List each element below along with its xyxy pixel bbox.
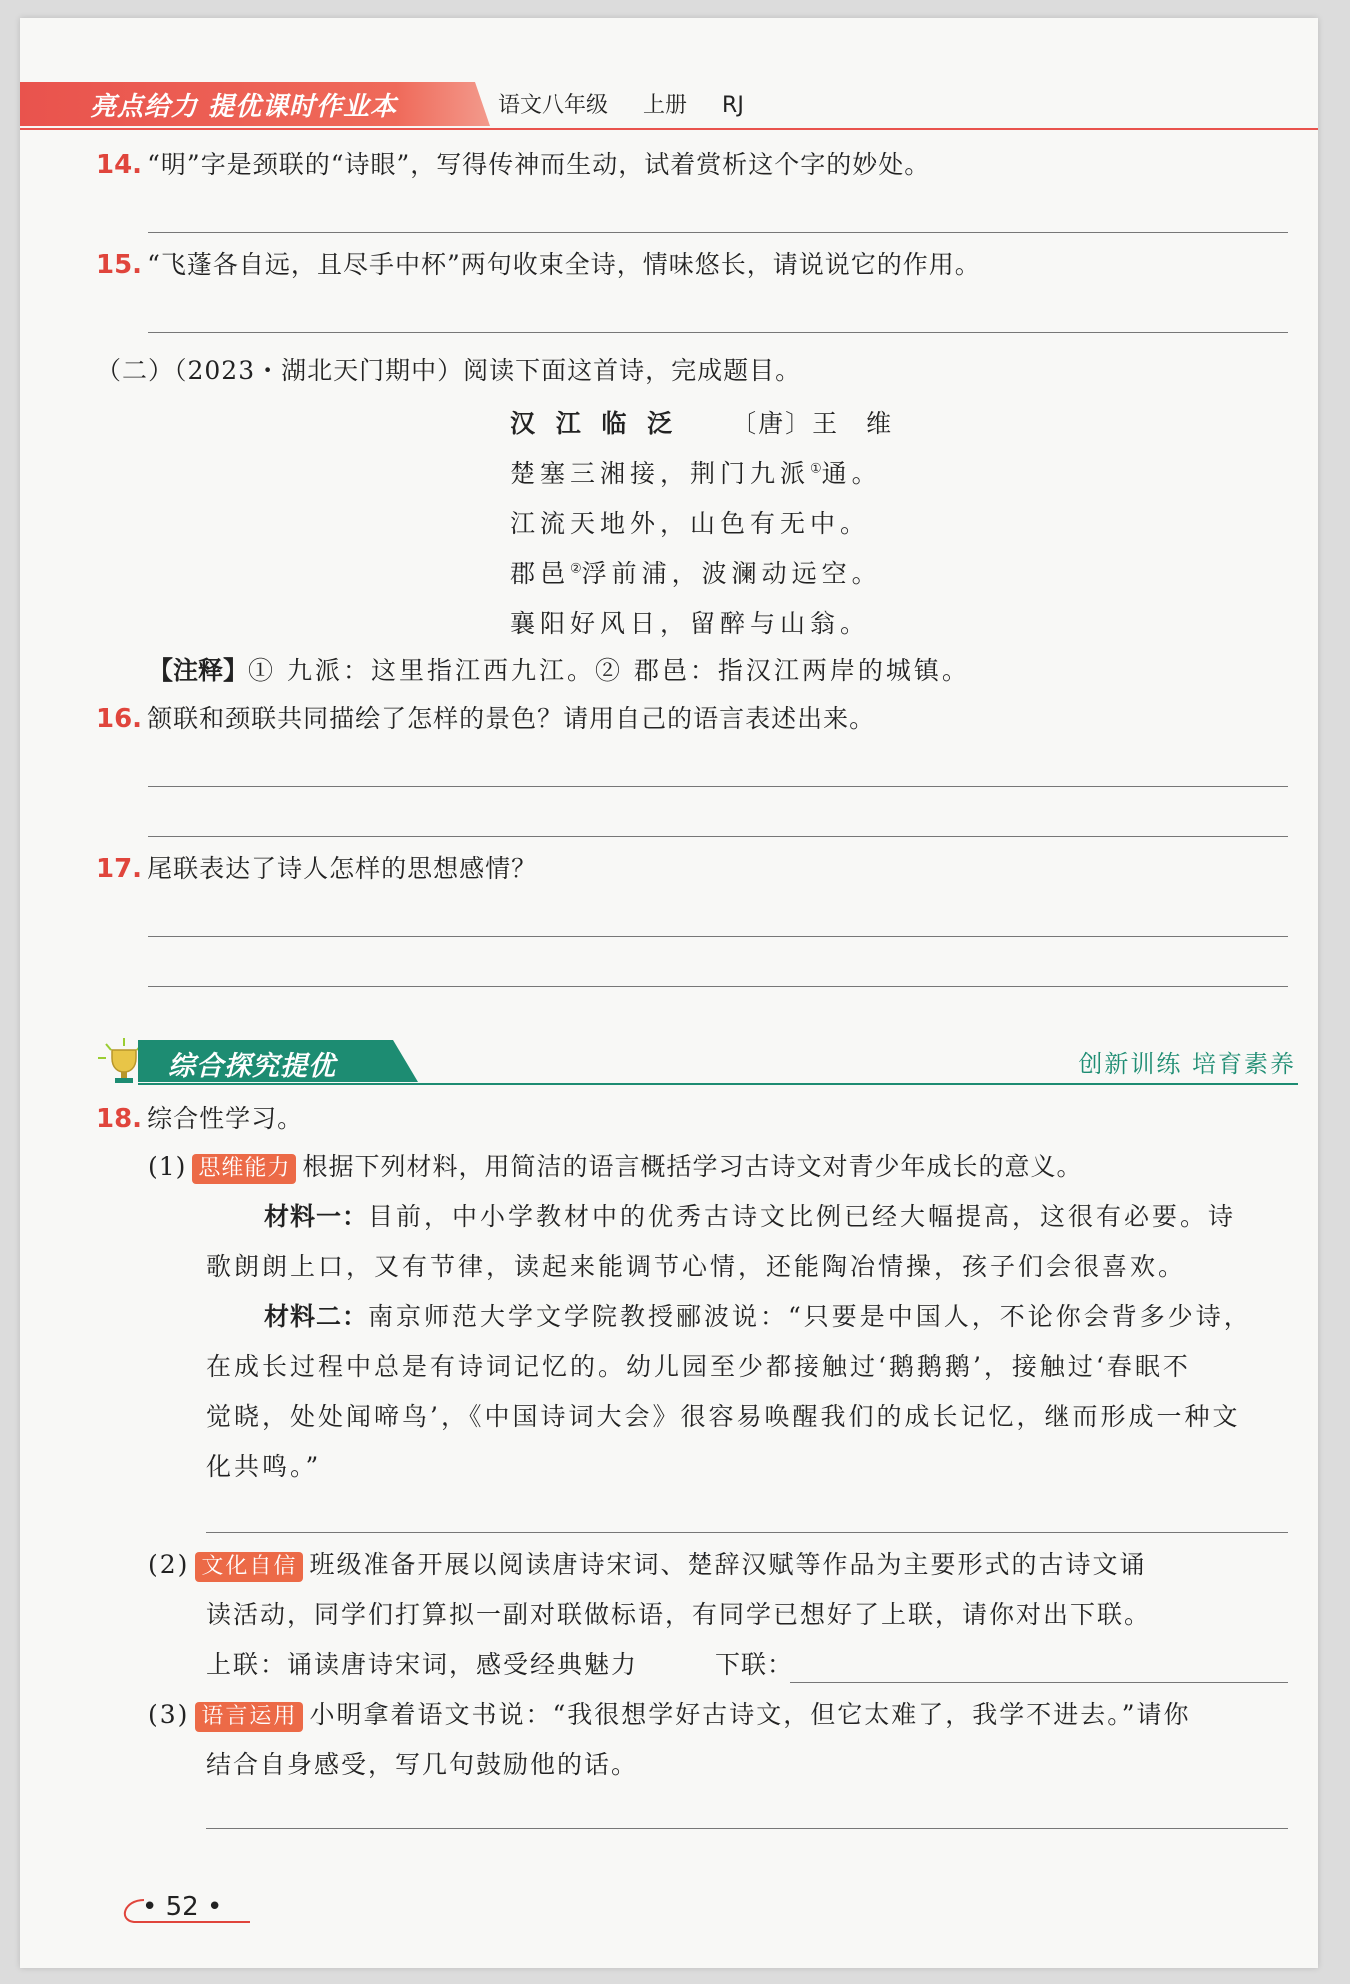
- question-number: 14.: [96, 150, 143, 180]
- q18-part-2-line-2: 读活动，同学们打算拟一副对联做标语，有同学已想好了上联，请你对出下联。: [206, 1600, 1152, 1629]
- material-2-line-3: 觉晓，处处闻啼鸟’，《中国诗词大会》很容易唤醒我们的成长记忆，继而形成一种文: [206, 1402, 1241, 1431]
- question-text: “明”字是颈联的“诗眼”，写得传神而生动，试着赏析这个字的妙处。: [147, 150, 931, 179]
- poem-notes: [148, 654, 970, 688]
- part-label: (3): [148, 1700, 190, 1729]
- part-label: (2): [148, 1550, 190, 1579]
- poem-line-2: 江流天地外，山色有无中。: [510, 509, 871, 538]
- workbook-page: [20, 18, 1318, 1968]
- skill-tag: 文化自信: [195, 1552, 303, 1582]
- section-rule: [138, 1083, 1298, 1085]
- question-16: [96, 702, 875, 736]
- footnote-marker: ①: [810, 461, 822, 477]
- question-number: 15.: [96, 250, 143, 280]
- page-number: • 52 •: [142, 1892, 223, 1922]
- answer-line[interactable]: [206, 1532, 1288, 1533]
- couplet-upper: 上联：诵读唐诗宋词，感受经典魅力: [206, 1650, 639, 1679]
- question-15: [96, 248, 981, 282]
- poem-line-1: 楚塞三湘接，荆门九派①通。: [510, 459, 882, 488]
- question-number: 16.: [96, 704, 143, 734]
- question-14: [96, 148, 930, 182]
- answer-line[interactable]: [148, 836, 1288, 837]
- part-text: 根据下列材料，用简洁的语言概括学习古诗文对青少年成长的意义。: [302, 1152, 1083, 1181]
- material-2-line-4: 化共鸣。”: [206, 1452, 322, 1481]
- poem-heading: [510, 404, 893, 440]
- question-number: 17.: [96, 854, 143, 884]
- header-info: [498, 88, 772, 119]
- answer-line[interactable]: [148, 232, 1288, 233]
- question-text: 颔联和颈联共同描绘了怎样的景色？请用自己的语言表述出来。: [147, 704, 876, 733]
- question-number: 18.: [96, 1104, 143, 1134]
- poem-title: 汉 江 临 泛: [510, 409, 679, 438]
- note-label: 【注释】: [148, 656, 249, 685]
- part-label: (1): [148, 1152, 187, 1181]
- couplet-lower-label: 下联：: [715, 1650, 794, 1679]
- answer-line[interactable]: [148, 332, 1288, 333]
- series-title: 亮点给力 提优课时作业本: [90, 92, 398, 122]
- material-label: 材料二：: [264, 1302, 369, 1331]
- question-text: 尾联表达了诗人怎样的思想感情？: [147, 854, 538, 883]
- q18-part-3-line-1: (3) 语言运用 小明拿着语文书说：“我很想学好古诗文，但它太难了，我学不进去。”请你: [148, 1698, 1191, 1732]
- question-17: [96, 852, 537, 886]
- skill-tag: 思维能力: [192, 1154, 296, 1184]
- answer-line[interactable]: [148, 986, 1288, 987]
- answer-line[interactable]: [206, 1828, 1288, 1829]
- couplet-lower-answer-line[interactable]: [790, 1682, 1288, 1683]
- material-2-line-2: 在成长过程中总是有诗词记忆的。幼儿园至少都接触过‘鹅鹅鹅’，接触过‘春眠不: [206, 1352, 1191, 1381]
- q18-part-3-line-2: 结合自身感受，写几句鼓励他的话。: [206, 1750, 639, 1779]
- q18-part-2-line-1: (2) 文化自信 班级准备开展以阅读唐诗宋词、楚辞汉赋等作品为主要形式的古诗文诵: [148, 1548, 1146, 1582]
- poem-author: 〔唐〕王 维: [731, 409, 894, 438]
- footnote-marker: ②: [570, 561, 582, 577]
- question-18: [96, 1102, 303, 1136]
- q18-part-1: [148, 1150, 1082, 1184]
- question-text: 综合性学习。: [147, 1104, 304, 1133]
- answer-line[interactable]: [148, 786, 1288, 787]
- question-text: “飞蓬各自远，且尽手中杯”两句收束全诗，情味悠长，请说说它的作用。: [147, 250, 981, 279]
- poem-line-3: 郡邑②浮前浦，波澜动远空。: [510, 559, 882, 588]
- poem-line-4: 襄阳好风日，留醉与山翁。: [510, 609, 871, 638]
- material-1-line-1: 材料一：目前，中小学教材中的优秀古诗文比例已经大幅提高，这很有必要。诗: [264, 1202, 1237, 1231]
- section-slogan: 创新训练 培育素养: [1078, 1050, 1296, 1078]
- skill-tag: 语言运用: [195, 1702, 303, 1732]
- material-2-line-1: 材料二：南京师范大学文学院教授郦波说：“只要是中国人，不论你会背多少诗，: [264, 1302, 1252, 1331]
- edition-label: RJ: [722, 93, 744, 118]
- material-1-line-2: 歌朗朗上口，又有节律，读起来能调节心情，还能陶冶情操，孩子们会很喜欢。: [206, 1252, 1187, 1281]
- header-rule: [20, 128, 1318, 130]
- volume-label: 上册: [643, 93, 688, 118]
- subject-label: 语文八年级: [498, 93, 609, 118]
- note-text: ① 九派：这里指江西九江。② 郡邑：指汉江两岸的城镇。: [248, 656, 970, 685]
- section-title: 综合探究提优: [168, 1051, 336, 1082]
- part-2-intro: （二）（2023・湖北天门期中）阅读下面这首诗，完成题目。: [96, 356, 802, 385]
- answer-line[interactable]: [148, 936, 1288, 937]
- material-label: 材料一：: [264, 1202, 369, 1231]
